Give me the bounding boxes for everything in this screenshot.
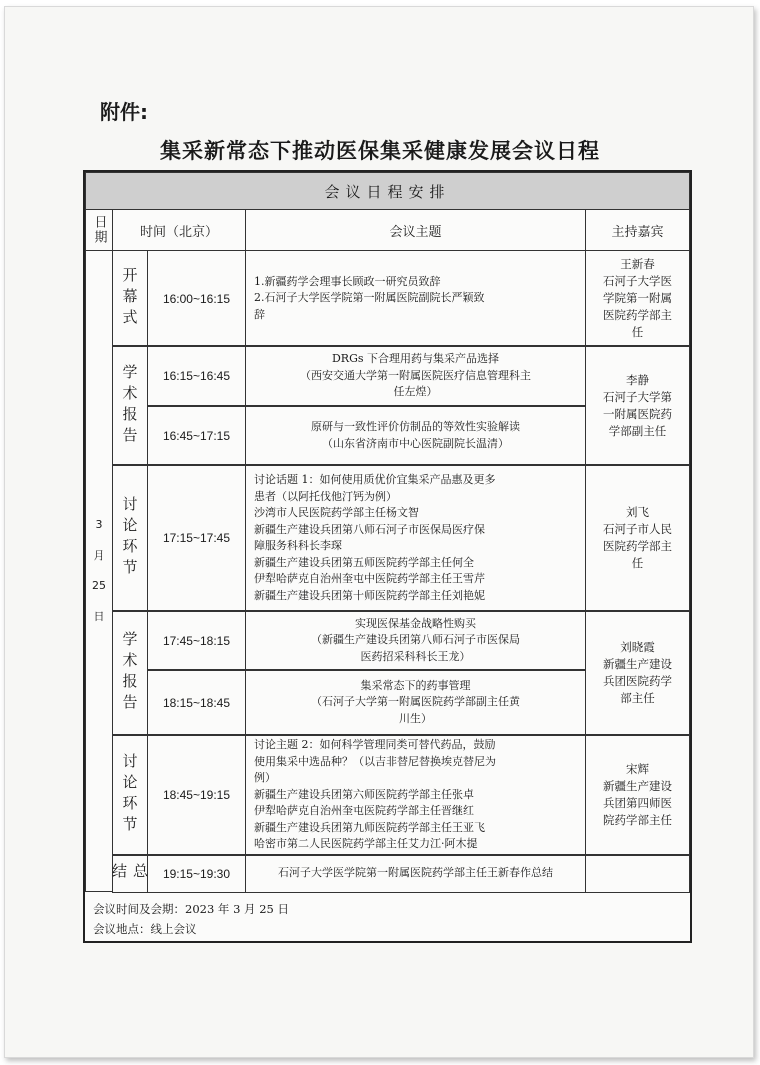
session-category: 讨论环节: [112, 464, 148, 612]
header-host: 主持嘉宾: [585, 209, 690, 251]
meeting-footer: [93, 899, 289, 939]
host-line: 部主任: [620, 691, 655, 705]
session-time: 18:45~19:15: [147, 734, 246, 856]
page-title: 集采新常态下推动医保集采健康发展会议日程: [160, 139, 600, 163]
session-host: [585, 610, 690, 736]
topic-line: 2.石河子大学医学院第一附属医院副院长严颖致: [254, 291, 485, 305]
host-line: 刘晓霞: [620, 640, 655, 654]
topic-line: 辞: [254, 307, 265, 321]
schedule-frame: [83, 170, 692, 943]
topic-line: 集采常态下的药事管理: [360, 678, 471, 692]
topic-line: 沙湾市人民医院药学部主任杨文智: [254, 506, 419, 519]
session-time: 19:15~19:30: [147, 854, 246, 893]
host-line: 宋辉: [626, 762, 649, 776]
date-part: 25: [92, 579, 106, 592]
date-part: 3: [95, 518, 103, 531]
host-line: 任: [631, 325, 644, 339]
topic-line: 新疆生产建设兵团第八师石河子市医保局医疗保: [254, 522, 485, 536]
session-category: 学术报告: [112, 610, 148, 736]
header-date: 日期: [85, 209, 113, 251]
table-banner: 会议日程安排: [85, 172, 690, 210]
topic-line: 原研与一致性评价仿制品的等效性实验解读: [311, 420, 520, 433]
session-time: 17:45~18:15: [147, 610, 246, 671]
topic-line: （石河子大学第一附属医院药学部副主任黄: [311, 695, 520, 709]
topic-line: 医药招采科科长王龙）: [360, 649, 471, 663]
topic-line: 讨论主题 2：如何科学管理同类可替代药品，鼓励: [254, 738, 496, 752]
topic-line: 讨论话题 1：如何使用质优价宜集采产品惠及更多: [254, 473, 496, 486]
session-topic: [245, 405, 586, 466]
session-time: 17:15~17:45: [147, 464, 246, 612]
session-topic: [245, 464, 586, 612]
topic-line: 哈密市第二人民医院药学部主任艾力江·阿木提: [254, 837, 478, 851]
session-time: 16:45~17:15: [147, 405, 246, 466]
header-topic: 会议主题: [245, 209, 586, 251]
header-time: 时间（北京）: [112, 209, 246, 251]
host-line: 兵团医院药学: [603, 674, 672, 688]
host-line: 一附属医院药: [603, 406, 672, 421]
topic-line: （新疆生产建设兵团第八师石河子市医保局: [311, 633, 520, 647]
host-line: 石河子大学医: [603, 274, 672, 288]
host-line: 石河子大学第: [603, 389, 672, 404]
session-host: [585, 250, 690, 347]
host-line: 李静: [626, 372, 649, 387]
session-topic: [245, 345, 586, 407]
host-line: 医院药学部主: [603, 308, 672, 322]
topic-line: 1.新疆药学会理事长顾政一研究员致辞: [254, 274, 441, 288]
topic-line: 石河子大学医学院第一附属医院药学部主任王新春作总结: [278, 866, 553, 880]
topic-line: 新疆生产建设兵团第十师医院药学部主任刘艳妮: [254, 588, 485, 602]
topic-line: 伊犁哈萨克自治州奎屯医院药学部主任晋继红: [254, 804, 474, 818]
topic-line: 新疆生产建设兵团第九师医院药学部主任王亚飞: [254, 820, 485, 834]
date-part: 月: [93, 549, 105, 562]
host-line: 新疆生产建设: [603, 657, 672, 671]
topic-line: 川生）: [399, 711, 432, 725]
session-time: 18:15~18:45: [147, 669, 246, 736]
topic-line: 新疆生产建设兵团第五师医院药学部主任何全: [254, 555, 474, 569]
meeting-date-info: 会议时间及会期：2023 年 3 月 25 日: [93, 902, 289, 916]
session-topic: [245, 854, 586, 893]
host-line: 任: [631, 556, 644, 570]
session-host: [585, 854, 690, 893]
session-category: 讨论环节: [112, 734, 148, 856]
host-line: 新疆生产建设: [603, 779, 672, 793]
session-time: 16:00~16:15: [147, 250, 246, 347]
topic-line: （西安交通大学第一附属医院医疗信息管理科主: [300, 368, 531, 382]
session-time: 16:15~16:45: [147, 345, 246, 407]
session-topic: [245, 250, 586, 347]
host-line: 兵团第四师医: [603, 796, 672, 810]
topic-line: 患者（以阿托伐他汀钙为例）: [254, 489, 397, 503]
topic-line: 伊犁哈萨克自治州奎屯中医院药学部主任王雪芹: [254, 572, 485, 585]
topic-line: DRGs 下合理用药与集采产品选择: [331, 352, 500, 366]
host-line: 学院第一附属: [603, 291, 672, 305]
schedule-table: [85, 172, 690, 892]
session-host: [585, 734, 690, 856]
topic-line: 障服务科科长李琛: [254, 539, 342, 552]
host-line: 刘飞: [626, 505, 649, 519]
host-line: 王新春: [620, 257, 655, 271]
topic-line: （山东省济南市中心医院副院长温清）: [322, 436, 509, 450]
session-topic: [245, 669, 586, 736]
host-line: 院药学部主任: [603, 813, 672, 827]
topic-line: 实现医保基金战略性购买: [355, 616, 476, 630]
session-host: [585, 464, 690, 612]
topic-line: 新疆生产建设兵团第六师医院药学部主任张卓: [254, 787, 474, 801]
topic-line: 使用集采中选品种？（以吉非替尼替换埃克替尼为: [254, 754, 496, 768]
date-part: 日: [93, 610, 105, 623]
topic-line: 任左煌）: [393, 385, 438, 399]
session-category: 学术报告: [112, 345, 148, 466]
session-topic: [245, 610, 586, 671]
host-line: 医院药学部主: [603, 539, 672, 553]
session-host: [585, 345, 690, 466]
session-topic: [245, 734, 586, 856]
topic-line: 例）: [254, 771, 276, 785]
date-cell: [85, 250, 113, 892]
host-line: 石河子市人民: [603, 522, 672, 536]
session-category: 总结: [112, 854, 148, 893]
attachment-label: 附件:: [100, 100, 148, 124]
session-category: 开幕式: [112, 250, 148, 347]
meeting-location-info: 会议地点：线上会议: [93, 922, 197, 936]
host-line: 学部副主任: [608, 423, 667, 438]
